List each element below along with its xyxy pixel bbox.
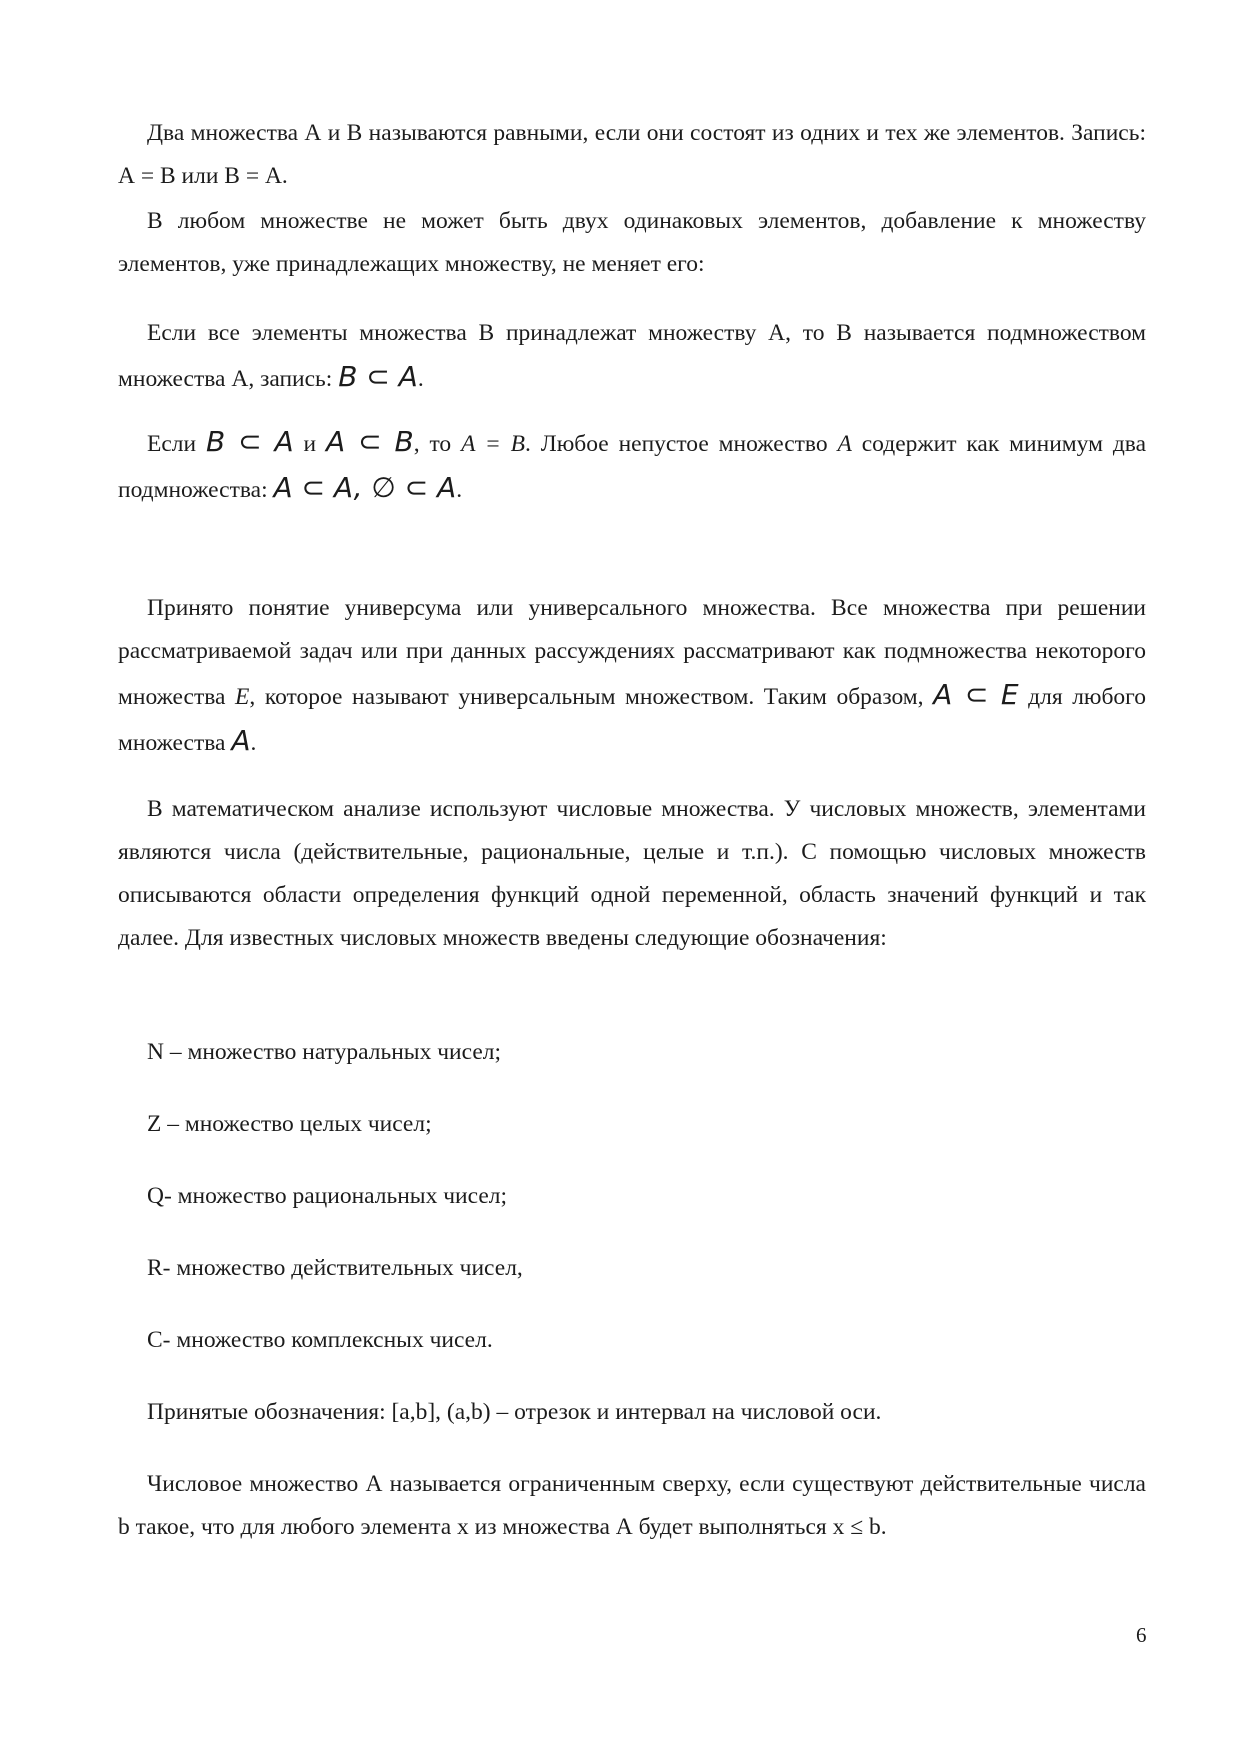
paragraph-no-duplicates: В любом множестве не может быть двух одинаковых элементов, добавление к множеству элементов, уже принадлежащих множеству, не меняет его: bbox=[118, 208, 1146, 277]
text-segment: , то bbox=[413, 431, 462, 457]
subset-formula: B ⊂ A bbox=[338, 360, 418, 393]
variable-a: A bbox=[837, 431, 852, 457]
formula-trivial-subsets: A ⊂ A, ∅ ⊂ A bbox=[273, 471, 457, 504]
text-segment: для любого множества bbox=[118, 684, 1146, 756]
set-integer: Z – множество целых чисел; bbox=[147, 1111, 432, 1137]
text-segment: Если bbox=[147, 431, 206, 457]
formula-a-subset-b: A ⊂ B bbox=[326, 425, 414, 458]
text-segment: , которое называют универсальным множеством. Таким образом, bbox=[249, 684, 934, 710]
set-real: R- множество действительных чисел, bbox=[147, 1255, 523, 1281]
text-segment: . bbox=[456, 477, 463, 503]
paragraph-bounded-above: Числовое множество А называется ограниченным сверху, если существуют действительные числа b такое, что для любого элемента x из множества А будет выполняться x ≤ b. bbox=[118, 1471, 1146, 1540]
paragraph-subset-definition bbox=[118, 312, 1146, 401]
variable-e: E bbox=[235, 684, 250, 710]
formula-b-subset-a: B ⊂ A bbox=[205, 425, 294, 458]
text-segment: содержит как минимум два подмножества: bbox=[118, 431, 1147, 503]
text-segment: . Любое непустое множество bbox=[525, 431, 838, 457]
subset-definition-text: Если все элементы множества В принадлежат множеству А, то В называется подмножеством множества А, запись: bbox=[118, 320, 1146, 392]
set-rational: Q- множество рациональных чисел; bbox=[147, 1183, 508, 1209]
set-natural: N – множество натуральных чисел; bbox=[147, 1039, 502, 1065]
paragraph-intervals: Принятые обозначения: [a,b], (a,b) – отрезок и интервал на числовой оси. bbox=[147, 1399, 882, 1425]
text-segment: и bbox=[293, 431, 327, 457]
paragraph-equal-sets: Два множества А и В называются равными, если они состоят из одних и тех же элементов. Запись: А = В или В = А. bbox=[118, 120, 1146, 189]
paragraph-mutual-subsets bbox=[118, 420, 1146, 512]
page-number: 6 bbox=[1136, 1623, 1147, 1647]
formula-a-subset-e: A ⊂ E bbox=[933, 678, 1019, 711]
subset-period: . bbox=[417, 366, 424, 392]
variable-a-math: A bbox=[231, 724, 251, 757]
paragraph-numeric-sets: В математическом анализе используют числовые множества. У числовых множеств, элементами являются числа (действительные, рациональные, целые и т.п.). С помощью числовых множеств описываются области определения функций одной переменной, область значений функций и так далее. Для известных числовых множеств введены следующие обозначения: bbox=[118, 796, 1146, 951]
text-segment: . bbox=[250, 730, 257, 756]
paragraph-universe bbox=[118, 587, 1146, 765]
text-segment: Принято понятие универсума или универсального множества. Все множества при решении рассматриваемой задач или при данных рассуждениях рассматривают как подмножества некоторого множества bbox=[118, 595, 1146, 710]
set-complex: C- множество комплексных чисел. bbox=[147, 1327, 493, 1353]
formula-a-equals-b: A = B bbox=[461, 431, 525, 457]
